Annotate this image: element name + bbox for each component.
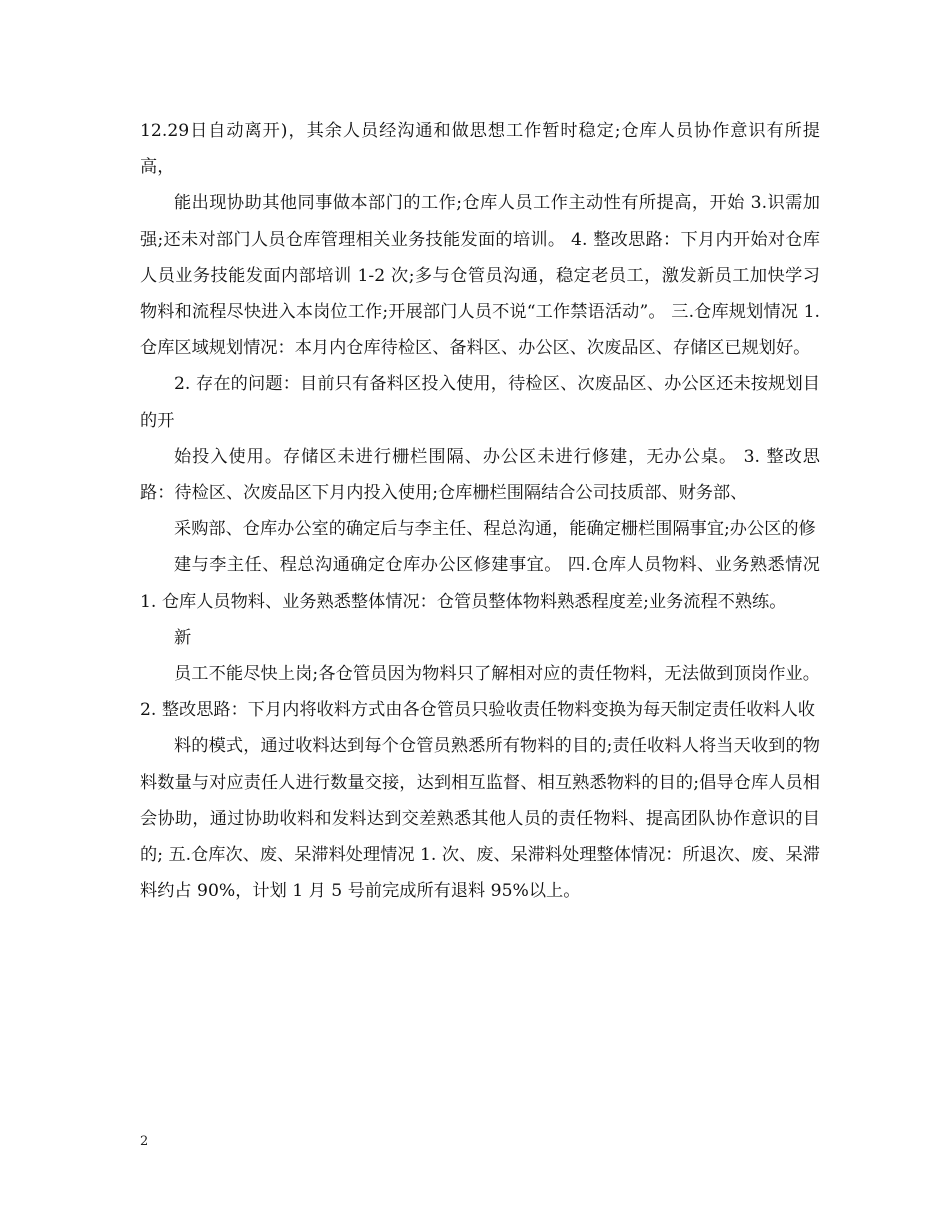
paragraph-3: 2. 存在的问题：目前只有备料区投入使用，待检区、次废品区、办公区还未按规划目的开 (140, 374, 820, 431)
paragraph-4: 始投入使用。存储区未进行栅栏围隔、办公区未进行修建，无办公桌。 3. 整改思路：待检区、次废品区下月内投入使用;仓库栅栏围隔结合公司技质部、财务部、 (140, 446, 820, 504)
document-body (140, 113, 820, 909)
paragraph-5: 采购部、仓库办公室的确定后与李主任、程总沟通，能确定栅栏围隔事宜;办公区的修 (174, 519, 816, 540)
page-number: 2 (140, 1134, 149, 1149)
paragraph-9: 料的模式，通过收料达到每个仓管员熟悉所有物料的目的;责任收料人将当天收到的物料数量与对应责任人进行数量交接，达到相互监督、相互熟悉物料的目的;倡导仓库人员相会协助，通过协助收料和发料达到交差熟悉其他人员的责任物料、提高团队协作意识的目的; 五.仓库次、废、呆滞料处理情况 1. 次、废、呆滞料处理整体情况：所退次、废、呆滞料约占 90%，计划 1 月 5 号前完成所有退料 95%以上。 (140, 736, 820, 902)
paragraph-1: 12.29日自动离开)，其余人员经沟通和做思想工作暂时稳定;仓库人员协作意识有所提高， (140, 121, 820, 178)
paragraph-6: 建与李主任、程总沟通确定仓库办公区修建事宜。 四.仓库人员物料、业务熟悉情况 1. 仓库人员物料、业务熟悉整体情况：仓管员整体物料熟悉程度差;业务流程不熟练。 (140, 555, 820, 612)
paragraph-2: 能出现协助其他同事做本部门的工作;仓库人员工作主动性有所提高，开始 3.识需加强;还未对部门人员仓库管理相关业务技能发面的培训。 4. 整改思路：下月内开始对仓库人员业务技能发面内部培训 1-2 次;多与仓管员沟通，稳定老员工，激发新员工加快学习物料和流程尽快进入本岗位工作;开展部门人员不说“工作禁语活动”。 三.仓库规划情况 1. 仓库区域规划情况：本月内仓库待检区、备料区、办公区、次废品区、存储区已规划好。 (140, 193, 820, 359)
paragraph-7: 新 (174, 627, 192, 648)
paragraph-8: 员工不能尽快上岗;各仓管员因为物料只了解相对应的责任物料，无法做到顶岗作业。 2. 整改思路：下月内将收料方式由各仓管员只验收责任物料变换为每天制定责任收料人收 (140, 664, 820, 721)
